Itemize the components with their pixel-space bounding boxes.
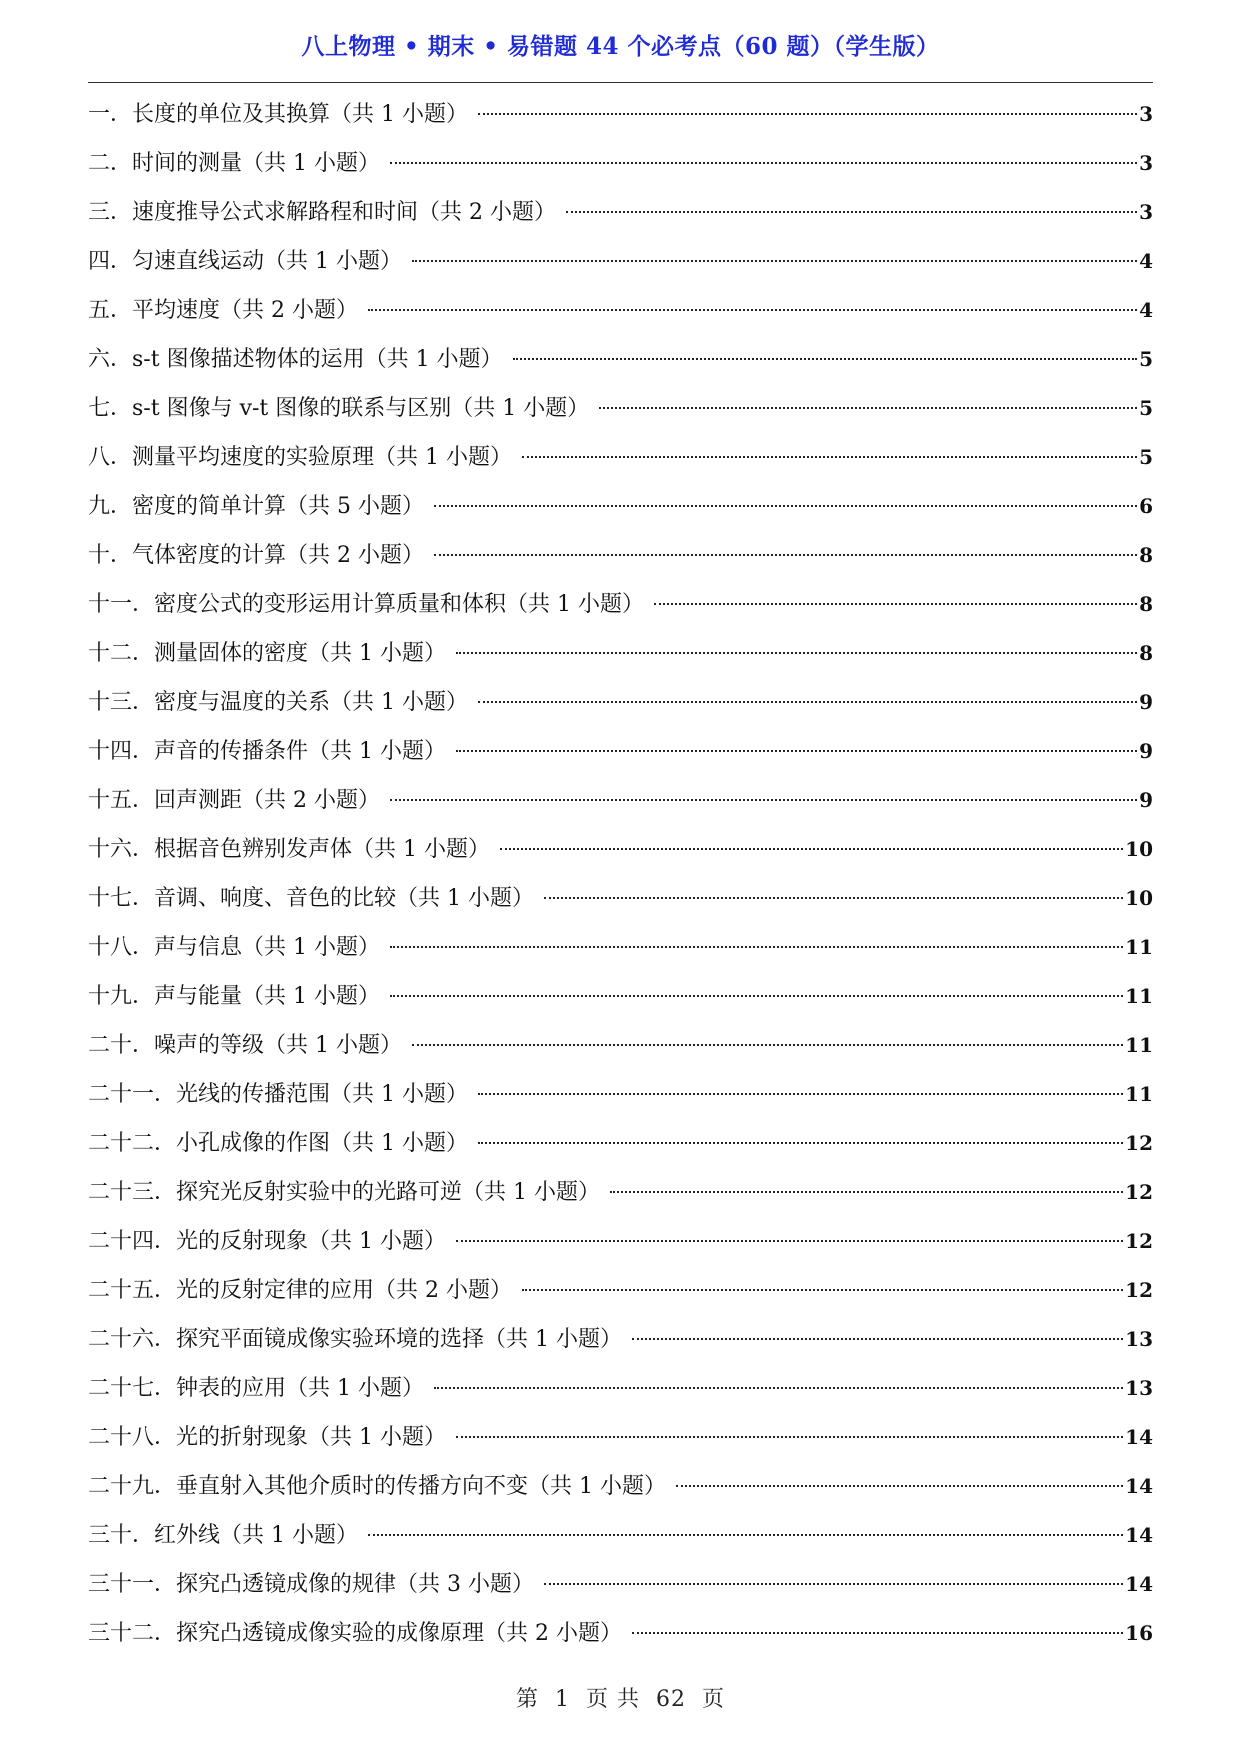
toc-page-number: 14 — [1125, 1474, 1153, 1498]
toc-entry[interactable] — [88, 239, 1153, 288]
toc-entry[interactable] — [88, 1415, 1153, 1464]
toc-leader-dots — [390, 946, 1123, 948]
toc-entry-title: 回声测距（共 2 小题） — [154, 788, 380, 813]
toc-entry-number: 二十九． — [88, 1474, 177, 1499]
toc-entry-title: 红外线（共 1 小题） — [154, 1523, 358, 1548]
toc-page-number: 10 — [1125, 837, 1153, 861]
toc-page-number: 5 — [1139, 347, 1153, 371]
toc-entry-title: 钟表的应用（共 1 小题） — [176, 1376, 424, 1401]
toc-entry-number: 十五． — [88, 788, 155, 813]
toc-entry-title: 探究凸透镜成像实验的成像原理（共 2 小题） — [176, 1621, 623, 1646]
toc-entry-number: 三． — [88, 200, 133, 225]
toc-entry[interactable] — [88, 925, 1153, 974]
toc-leader-dots — [434, 554, 1137, 556]
toc-entry-title: 噪声的等级（共 1 小题） — [154, 1033, 402, 1058]
toc-entry-number: 九． — [88, 494, 133, 519]
toc-page-number: 16 — [1125, 1621, 1153, 1645]
toc-entry-title: 平均速度（共 2 小题） — [132, 298, 358, 323]
toc-page-number: 3 — [1139, 200, 1153, 224]
toc-leader-dots — [632, 1338, 1123, 1340]
toc-entry-number: 六． — [88, 347, 133, 372]
toc-entry-title: 光线的传播范围（共 1 小题） — [176, 1082, 468, 1107]
toc-page-number: 11 — [1125, 1033, 1153, 1057]
toc-leader-dots — [390, 995, 1123, 997]
toc-page-number: 14 — [1125, 1572, 1153, 1596]
toc-leader-dots — [478, 1093, 1123, 1095]
toc-entry-number: 十九． — [88, 984, 155, 1009]
toc-entry[interactable] — [88, 484, 1153, 533]
toc-entry[interactable] — [88, 386, 1153, 435]
toc-entry-number: 十七． — [88, 886, 155, 911]
toc-entry-number: 四． — [88, 249, 133, 274]
toc-entry[interactable] — [88, 1072, 1153, 1121]
toc-entry-title: 长度的单位及其换算（共 1 小题） — [132, 102, 469, 127]
toc-entry-title: 速度推导公式求解路程和时间（共 2 小题） — [132, 200, 557, 225]
toc-page-number: 13 — [1125, 1327, 1153, 1351]
toc-leader-dots — [654, 603, 1137, 605]
toc-page-number: 8 — [1139, 641, 1153, 665]
toc-entry[interactable] — [88, 827, 1153, 876]
footer-total-pages: 62 — [656, 1687, 686, 1712]
toc-entry-title: 探究光反射实验中的光路可逆（共 1 小题） — [176, 1180, 601, 1205]
toc-leader-dots — [456, 1240, 1123, 1242]
toc-entry-title: 探究凸透镜成像的规律（共 3 小题） — [176, 1572, 535, 1597]
toc-leader-dots — [456, 750, 1137, 752]
toc-entry-number: 八． — [88, 445, 133, 470]
toc-leader-dots — [478, 701, 1137, 703]
toc-entry-title: 时间的测量（共 1 小题） — [132, 151, 380, 176]
toc-leader-dots — [390, 799, 1137, 801]
toc-entry[interactable] — [88, 1317, 1153, 1366]
toc-leader-dots — [478, 113, 1137, 115]
toc-entry-title: 声音的传播条件（共 1 小题） — [154, 739, 446, 764]
toc-leader-dots — [610, 1191, 1123, 1193]
toc-entry[interactable] — [88, 1219, 1153, 1268]
toc-leader-dots — [522, 456, 1137, 458]
toc-entry[interactable] — [88, 1513, 1153, 1562]
toc-entry[interactable] — [88, 190, 1153, 239]
toc-entry[interactable] — [88, 435, 1153, 484]
toc-entry-number: 十六． — [88, 837, 155, 862]
footer-suffix: 页 — [702, 1687, 726, 1712]
toc-page-number: 8 — [1139, 543, 1153, 567]
toc-entry-title: 声与能量（共 1 小题） — [154, 984, 380, 1009]
toc-entry-number: 二十二． — [88, 1131, 177, 1156]
toc-entry-title: 测量固体的密度（共 1 小题） — [154, 641, 446, 666]
toc-entry-number: 一． — [88, 102, 133, 127]
toc-leader-dots — [566, 211, 1137, 213]
toc-entry[interactable] — [88, 337, 1153, 386]
toc-page-number: 12 — [1125, 1229, 1153, 1253]
toc-page-number: 14 — [1125, 1523, 1153, 1547]
toc-entry-number: 三十． — [88, 1523, 155, 1548]
toc-leader-dots — [412, 260, 1137, 262]
footer-mid: 页 共 — [586, 1687, 640, 1712]
toc-entry[interactable] — [88, 288, 1153, 337]
toc-entry-title: 根据音色辨别发声体（共 1 小题） — [154, 837, 491, 862]
toc-page-number: 11 — [1125, 1082, 1153, 1106]
toc-entry-number: 五． — [88, 298, 133, 323]
toc-leader-dots — [368, 309, 1137, 311]
toc-page-number: 14 — [1125, 1425, 1153, 1449]
toc-page-number: 5 — [1139, 396, 1153, 420]
toc-leader-dots — [478, 1142, 1123, 1144]
toc-entry[interactable] — [88, 92, 1153, 141]
toc-page-number: 9 — [1139, 690, 1153, 714]
toc-entry-title: 光的折射现象（共 1 小题） — [176, 1425, 446, 1450]
toc-entry-number: 二十三． — [88, 1180, 177, 1205]
toc-leader-dots — [599, 407, 1137, 409]
toc-entry-title: 探究平面镜成像实验环境的选择（共 1 小题） — [176, 1327, 623, 1352]
toc-entry[interactable] — [88, 582, 1153, 631]
toc-page-number: 4 — [1139, 298, 1153, 322]
toc-leader-dots — [412, 1044, 1123, 1046]
toc-entry-number: 二十五． — [88, 1278, 177, 1303]
toc-entry-title: s-t 图像与 v-t 图像的联系与区别（共 1 小题） — [132, 396, 590, 421]
footer-page-number: 1 — [555, 1687, 570, 1712]
toc-leader-dots — [456, 1436, 1123, 1438]
toc-page-number: 11 — [1125, 935, 1153, 959]
toc-page-number: 11 — [1125, 984, 1153, 1008]
toc-leader-dots — [434, 505, 1137, 507]
toc-entry-title: 声与信息（共 1 小题） — [154, 935, 380, 960]
toc-page-number: 8 — [1139, 592, 1153, 616]
toc-leader-dots — [513, 358, 1138, 360]
toc-entry-title: 光的反射定律的应用（共 2 小题） — [176, 1278, 513, 1303]
toc-entry-title: 匀速直线运动（共 1 小题） — [132, 249, 402, 274]
toc-leader-dots — [632, 1632, 1123, 1634]
toc-leader-dots — [544, 1583, 1123, 1585]
toc-page-number: 5 — [1139, 445, 1153, 469]
toc-entry[interactable] — [88, 1170, 1153, 1219]
toc-entry-title: 音调、响度、音色的比较（共 1 小题） — [154, 886, 535, 911]
toc-leader-dots — [434, 1387, 1123, 1389]
toc-entry-number: 二十六． — [88, 1327, 177, 1352]
toc-entry-number: 二． — [88, 151, 133, 176]
toc-leader-dots — [522, 1289, 1123, 1291]
toc-entry[interactable] — [88, 876, 1153, 925]
toc-leader-dots — [456, 652, 1137, 654]
toc-entry[interactable] — [88, 974, 1153, 1023]
toc-leader-dots — [368, 1534, 1123, 1536]
toc-leader-dots — [544, 897, 1123, 899]
toc-entry[interactable] — [88, 1366, 1153, 1415]
toc-page-number: 4 — [1139, 249, 1153, 273]
toc-page-number: 10 — [1125, 886, 1153, 910]
toc-entry-title: 密度的简单计算（共 5 小题） — [132, 494, 424, 519]
table-of-contents — [88, 92, 1153, 1660]
toc-page-number: 6 — [1139, 494, 1153, 518]
toc-entry[interactable] — [88, 1562, 1153, 1611]
toc-page-number: 9 — [1139, 788, 1153, 812]
toc-page-number: 12 — [1125, 1278, 1153, 1302]
toc-page-number: 12 — [1125, 1180, 1153, 1204]
toc-entry-title: 气体密度的计算（共 2 小题） — [132, 543, 424, 568]
toc-leader-dots — [390, 162, 1137, 164]
toc-entry-title: 垂直射入其他介质时的传播方向不变（共 1 小题） — [176, 1474, 667, 1499]
page-footer — [0, 1682, 1241, 1713]
toc-entry[interactable] — [88, 1023, 1153, 1072]
toc-entry-number: 十四． — [88, 739, 155, 764]
toc-entry[interactable] — [88, 1611, 1153, 1660]
toc-entry-number: 二十四． — [88, 1229, 177, 1254]
toc-leader-dots — [500, 848, 1123, 850]
toc-page-number: 3 — [1139, 151, 1153, 175]
toc-leader-dots — [676, 1485, 1123, 1487]
header-divider — [88, 82, 1153, 83]
toc-entry-number: 十三． — [88, 690, 155, 715]
toc-entry-title: 测量平均速度的实验原理（共 1 小题） — [132, 445, 513, 470]
toc-entry-title: s-t 图像描述物体的运用（共 1 小题） — [132, 347, 503, 372]
toc-page-number: 12 — [1125, 1131, 1153, 1155]
toc-entry-number: 二十一． — [88, 1082, 177, 1107]
toc-entry[interactable] — [88, 680, 1153, 729]
footer-prefix: 第 — [515, 1687, 539, 1712]
toc-entry[interactable] — [88, 1268, 1153, 1317]
toc-entry[interactable] — [88, 1121, 1153, 1170]
toc-entry-number: 二十七． — [88, 1376, 177, 1401]
toc-entry-title: 光的反射现象（共 1 小题） — [176, 1229, 446, 1254]
toc-entry-number: 二十八． — [88, 1425, 177, 1450]
toc-entry-number: 十． — [88, 543, 133, 568]
toc-entry-title: 密度与温度的关系（共 1 小题） — [154, 690, 468, 715]
toc-entry-number: 十二． — [88, 641, 155, 666]
toc-entry[interactable] — [88, 533, 1153, 582]
toc-entry-number: 三十二． — [88, 1621, 177, 1646]
toc-page-number: 3 — [1139, 102, 1153, 126]
toc-entry-number: 十一． — [88, 592, 155, 617]
toc-entry-title: 密度公式的变形运用计算质量和体积（共 1 小题） — [154, 592, 645, 617]
toc-entry[interactable] — [88, 729, 1153, 778]
toc-entry[interactable] — [88, 631, 1153, 680]
toc-page-number: 9 — [1139, 739, 1153, 763]
toc-entry-number: 二十． — [88, 1033, 155, 1058]
toc-entry[interactable] — [88, 141, 1153, 190]
toc-entry-number: 七． — [88, 396, 133, 421]
toc-entry[interactable] — [88, 778, 1153, 827]
toc-page-number: 13 — [1125, 1376, 1153, 1400]
toc-entry-number: 十八． — [88, 935, 155, 960]
document-title: 八上物理 • 期末 • 易错题 44 个必考点（60 题）（学生版） — [301, 33, 940, 60]
toc-entry-title: 小孔成像的作图（共 1 小题） — [176, 1131, 468, 1156]
toc-entry[interactable] — [88, 1464, 1153, 1513]
toc-entry-number: 三十一． — [88, 1572, 177, 1597]
